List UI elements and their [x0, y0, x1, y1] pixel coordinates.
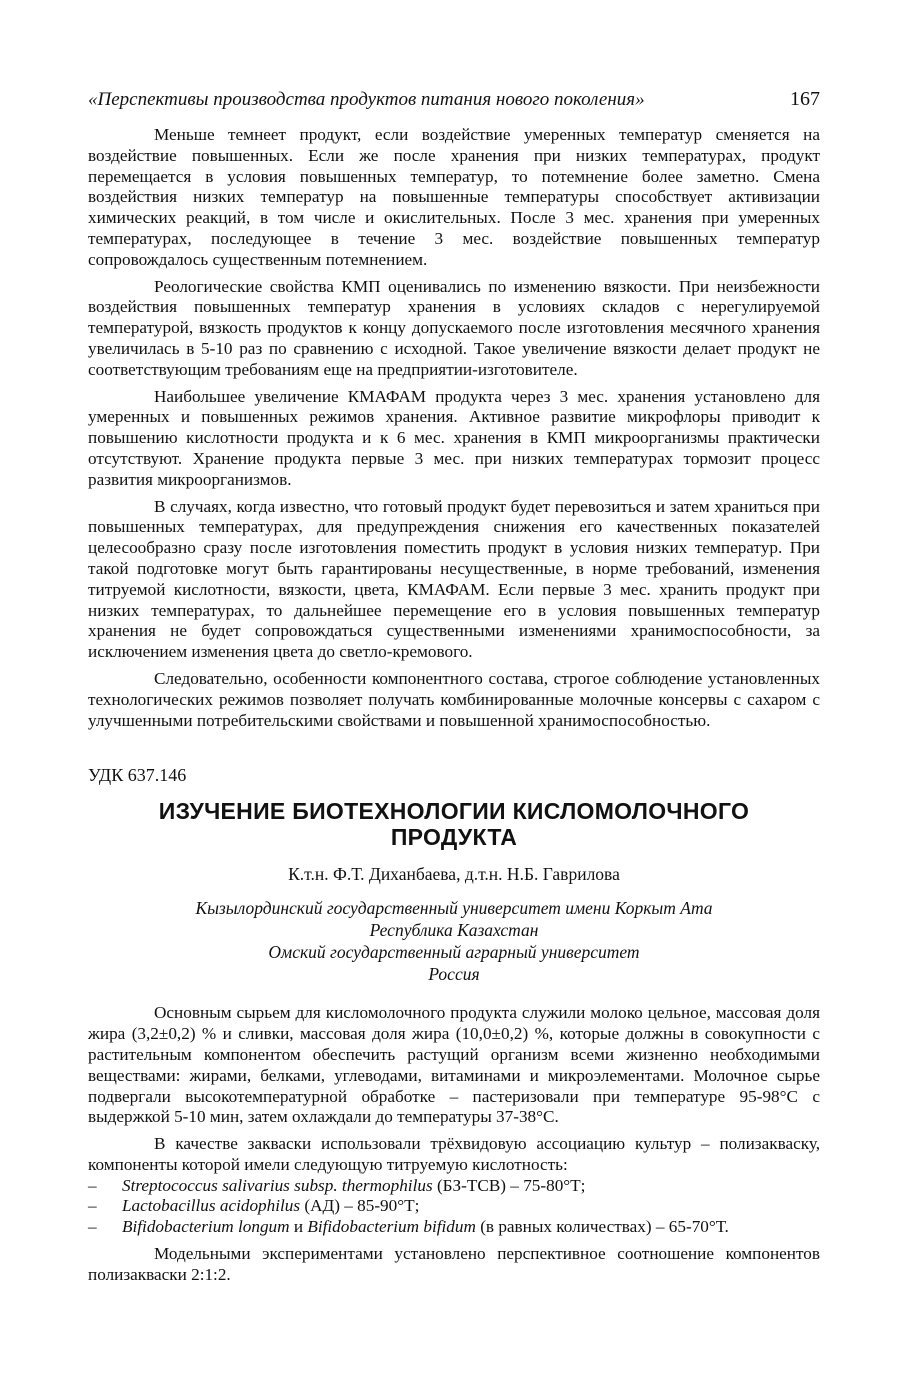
species-name: Bifidobacterium bifidum [307, 1217, 476, 1237]
page-number: 167 [790, 88, 820, 110]
paragraph: Основным сырьем для кисломолочного продукта служили молоко цельное, массовая доля жира (3,2±0,2) % и сливки, массовая доля жира (10,0±0,2) %, которые должны в совокупности с растительным компонентом обеспечить растущий организм всеми жизненно необходимыми веществами: жирами, белками, углеводами, витаминами и микроэлементами. Молочное сырье подвергали высокотемпературной обработке – пастеризовали при температуре 95-98°С с выдержкой 5-10 мин, затем охлаждали до температуры 37-38°С. [88, 1003, 820, 1127]
running-header [88, 88, 820, 111]
authors: К.т.н. Ф.Т. Диханбаева, д.т.н. Н.Б. Гаврилова [288, 864, 620, 885]
paragraph: Модельными экспериментами установлено перспективное соотношение компонентов полизакваски 2:1:2. [88, 1244, 820, 1284]
article-title [88, 798, 820, 850]
paragraph: Меньше темнеет продукт, если воздействие умеренных температур сменяется на воздействие повышенных. Если же после хранения при низких температурах, продукт перемещается в условия повышенных температур, то потемнение более заметно. Смена воздействия низких температур на повышенные температуры способствует активизации химических реакций, в том числе и окислительных. После 3 мес. хранения при умеренных температурах, последующее в течение 3 мес. воздействие повышенных температур сопровождалось существенным потемнением. [88, 125, 820, 269]
culture-acidity: (АД) – 85-90°Т; [300, 1196, 420, 1216]
culture-acidity: (в равных количествах) – 65-70°Т. [475, 1217, 729, 1237]
affiliation-line: Россия [428, 964, 480, 985]
article-body [88, 1003, 820, 1285]
article-title-line-1: ИЗУЧЕНИЕ БИОТЕХНОЛОГИИ КИСЛОМОЛОЧНОГО [158, 798, 750, 825]
list-item [88, 1217, 820, 1238]
paragraph: Наибольшее увеличение КМАФАМ продукта через 3 мес. хранения установлено для умеренных и повышенных режимов хранения. Активное развитие микрофлоры приводит к повышению кислотности продукта и к 6 мес. хранения в КМП микроорганизмы практически отсутствуют. Хранение продукта первые 3 мес. при низких температурах тормозит процесс развития микроорганизмов. [88, 386, 820, 489]
previous-article-text [88, 125, 820, 731]
article-title-line-2: ПРОДУКТА [390, 824, 518, 851]
paragraph: Реологические свойства КМП оценивались по изменению вязкости. При неизбежности воздействия повышенных температур хранения в условиях складов с нерегулируемой температурой, вязкость продуктов к концу допускаемого после изготовления месячного хранения увеличилась в 5-10 раз по сравнению с исходной. Такое увеличение вязкости делает продукт не соответствующим требованиям еще на предприятии-изготовителе. [88, 276, 820, 379]
udk-code: УДК 637.146 [88, 765, 187, 786]
affiliation-line: Кызылординский государственный университет имени Коркыт Ата [195, 898, 713, 919]
species-name: Bifidobacterium longum [122, 1217, 290, 1237]
affiliation-line: Республика Казахстан [369, 920, 539, 941]
joiner: и [289, 1217, 308, 1237]
culture-acidity: (БЗ-ТСВ) – 75-80°Т; [432, 1175, 586, 1195]
paragraph: В случаях, когда известно, что готовый продукт будет перевозиться и затем храниться при повышенных температурах, для предупреждения снижения его качественных показателей целесообразно сразу после изготовления поместить продукт в условия низких температур. При такой подготовке могут быть гарантированы несущественные, в норме требований, изменения титруемой кислотности, вязкости, цвета, КМАФАМ. Если первые 3 мес. хранить продукт при низких температурах, то дальнейшее перемещение его в условия повышенных температур хранения не будет сопровождаться существенными изменениями хранимоспособности, за исключением изменения цвета до светло-кремового. [88, 496, 820, 662]
affiliation-line: Омский государственный аграрный университет [268, 942, 640, 963]
species-name: Streptococcus salivarius subsp. thermophilus [122, 1175, 433, 1195]
list-item [88, 1196, 820, 1217]
running-title: «Перспективы производства продуктов питания нового поколения» [88, 89, 645, 110]
species-name: Lactobacillus acidophilus [122, 1196, 301, 1216]
culture-list [88, 1176, 820, 1238]
paragraph: Следовательно, особенности компонентного состава, строгое соблюдение установленных технологических режимов позволяет получать комбинированные молочные консервы с сахаром с улучшенными потребительскими свойствами и повышенной хранимоспособностью. [88, 668, 820, 730]
list-item [88, 1176, 820, 1197]
paragraph: В качестве закваски использовали трёхвидовую ассоциацию культур – полизакваску, компоненты которой имели следующую титруемую кислотность: [88, 1134, 820, 1174]
affiliations [88, 897, 820, 985]
